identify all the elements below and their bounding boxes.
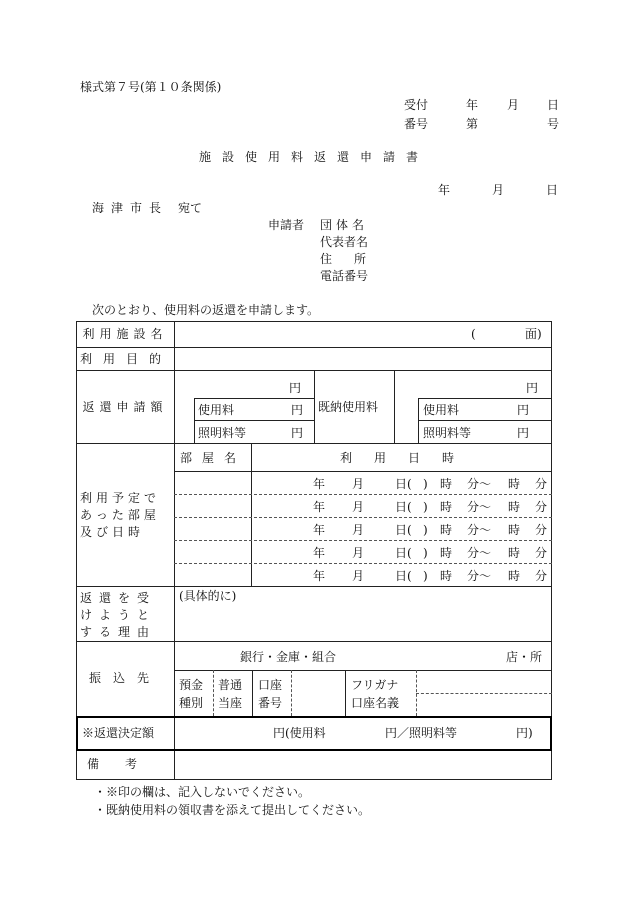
applicant-label: 申請者 — [268, 218, 305, 232]
schedule-year-2: 年 — [313, 500, 326, 514]
decision-text-3: 円) — [516, 726, 533, 740]
schedule-hour-to-1: 時 — [508, 477, 521, 491]
note-1: ・※印の欄は、記入しないでください。 — [94, 785, 311, 799]
schedule-min-from-4: 分～ — [467, 546, 492, 560]
page-title: 施設使用料返還申請書 — [199, 150, 430, 164]
remarks-field[interactable] — [180, 753, 546, 777]
branch-label: 店・所 — [506, 650, 543, 664]
schedule-min-to-5: 分 — [535, 569, 548, 583]
bank-label: 銀行・金庫・組合 — [240, 650, 337, 664]
schedule-month-3: 月 — [352, 523, 365, 537]
facility-paren: ( — [471, 327, 476, 341]
account-1: 口座 — [258, 678, 283, 692]
room-field-4[interactable] — [180, 542, 246, 562]
holder-label: 口座名義 — [351, 696, 400, 710]
schedule-min-from-5: 分～ — [467, 569, 492, 583]
schedule-hour-from-3: 時 — [440, 523, 453, 537]
schedule-month-4: 月 — [352, 546, 365, 560]
form-number: 様式第７号(第１０条関係) — [80, 80, 222, 94]
reason-label: 返還を受けようとする理由 — [80, 591, 157, 639]
account-2: 番号 — [258, 696, 283, 710]
schedule-hour-to-3: 時 — [508, 523, 521, 537]
schedule-min-to-4: 分 — [535, 546, 548, 560]
receipt-year: 年 — [466, 98, 479, 112]
date-year: 年 — [438, 183, 451, 197]
refund-usage-yen: 円 — [291, 403, 304, 417]
paid-lighting-label: 照明料等 — [423, 426, 472, 440]
schedule-hour-to-5: 時 — [508, 569, 521, 583]
facility-label: 利用施設名 — [82, 327, 168, 341]
schedule-hour-to-4: 時 — [508, 546, 521, 560]
schedule-day-open-1: 日( — [395, 477, 412, 491]
room-field-1[interactable] — [180, 473, 246, 493]
number-dai: 第 — [466, 117, 479, 131]
schedule-day-open-4: 日( — [395, 546, 412, 560]
schedule-min-from-3: 分～ — [467, 523, 492, 537]
addressee-suffix: 宛て — [178, 201, 203, 215]
refund-total-yen: 円 — [289, 381, 302, 395]
reason-field[interactable] — [180, 606, 546, 638]
schedule-hour-from-1: 時 — [440, 477, 453, 491]
paid-usage-yen: 円 — [517, 403, 530, 417]
schedule-day-close-5: ) — [423, 569, 428, 583]
refund-amount-label: 返還申請額 — [82, 400, 168, 414]
schedule-day-open-2: 日( — [395, 500, 412, 514]
paid-total-yen: 円 — [526, 381, 539, 395]
note-2: ・既納使用料の領収書を添えて提出してください。 — [94, 803, 371, 817]
schedule-month-1: 月 — [352, 477, 365, 491]
room-field-5[interactable] — [180, 565, 246, 585]
schedule-day-close-3: ) — [423, 523, 428, 537]
schedule-hour-to-2: 時 — [508, 500, 521, 514]
receipt-day: 日 — [547, 98, 560, 112]
schedule-hour-from-5: 時 — [440, 569, 453, 583]
date-month: 月 — [492, 183, 505, 197]
schedule-min-from-2: 分～ — [467, 500, 492, 514]
applicant-org: 団体名 — [320, 218, 369, 232]
schedule-hour-from-4: 時 — [440, 546, 453, 560]
schedule-month-5: 月 — [352, 569, 365, 583]
deposit-type-2: 種別 — [179, 696, 204, 710]
applicant-addr: 住所 — [320, 252, 389, 266]
schedule-min-to-2: 分 — [535, 500, 548, 514]
schedule-day-open-5: 日( — [395, 569, 412, 583]
deposit-type-1: 預金 — [179, 678, 204, 692]
addressee: 海津市長 — [92, 201, 169, 215]
schedule-year-5: 年 — [313, 569, 326, 583]
schedule-day-close-2: ) — [423, 500, 428, 514]
purpose-label: 利用目的 — [80, 352, 173, 366]
schedule-day-close-1: ) — [423, 477, 428, 491]
number-go: 号 — [547, 117, 560, 131]
paid-fee-label: 既納使用料 — [318, 400, 379, 414]
schedule-label: 利用予定であった部屋及び日時 — [80, 491, 161, 539]
room-field-2[interactable] — [180, 496, 246, 516]
decision-text-1: 円(使用料 — [273, 726, 326, 740]
futsu-2[interactable]: 当座 — [218, 696, 243, 710]
schedule-month-2: 月 — [352, 500, 365, 514]
schedule-year-3: 年 — [313, 523, 326, 537]
reason-hint: (具体的に) — [179, 589, 237, 603]
refund-lighting-yen: 円 — [291, 426, 304, 440]
receipt-month: 月 — [507, 98, 520, 112]
schedule-year-4: 年 — [313, 546, 326, 560]
date-day: 日 — [546, 183, 559, 197]
decision-text-2: 円／照明料等 — [385, 726, 458, 740]
receipt-label: 受付 — [404, 98, 429, 112]
purpose-field[interactable] — [180, 350, 546, 368]
schedule-min-from-1: 分～ — [467, 477, 492, 491]
intro-text: 次のとおり、使用料の返還を申請します。 — [92, 303, 320, 317]
remarks-label: 備考 — [86, 757, 163, 771]
usage-datetime-header: 利用日時 — [340, 451, 477, 465]
applicant-rep: 代表者名 — [320, 235, 369, 249]
paid-lighting-yen: 円 — [517, 426, 530, 440]
futsu-1[interactable]: 普通 — [218, 678, 243, 692]
room-field-3[interactable] — [180, 519, 246, 539]
schedule-day-close-4: ) — [423, 546, 428, 560]
schedule-year-1: 年 — [313, 477, 326, 491]
facility-unit: 面) — [525, 327, 542, 341]
facility-field[interactable] — [180, 324, 460, 344]
schedule-min-to-3: 分 — [535, 523, 548, 537]
number-label: 番号 — [404, 117, 429, 131]
paid-usage-fee-label: 使用料 — [423, 403, 460, 417]
refund-usage-fee-label: 使用料 — [198, 403, 235, 417]
kana-label: フリガナ — [351, 678, 399, 692]
transfer-label: 振込先 — [88, 671, 161, 685]
schedule-min-to-1: 分 — [535, 477, 548, 491]
applicant-tel: 電話番号 — [320, 269, 369, 283]
refund-lighting-label: 照明料等 — [198, 426, 247, 440]
room-name-header: 部屋名 — [180, 451, 247, 465]
decision-label: ※返還決定額 — [82, 726, 155, 740]
schedule-hour-from-2: 時 — [440, 500, 453, 514]
schedule-day-open-3: 日( — [395, 523, 412, 537]
